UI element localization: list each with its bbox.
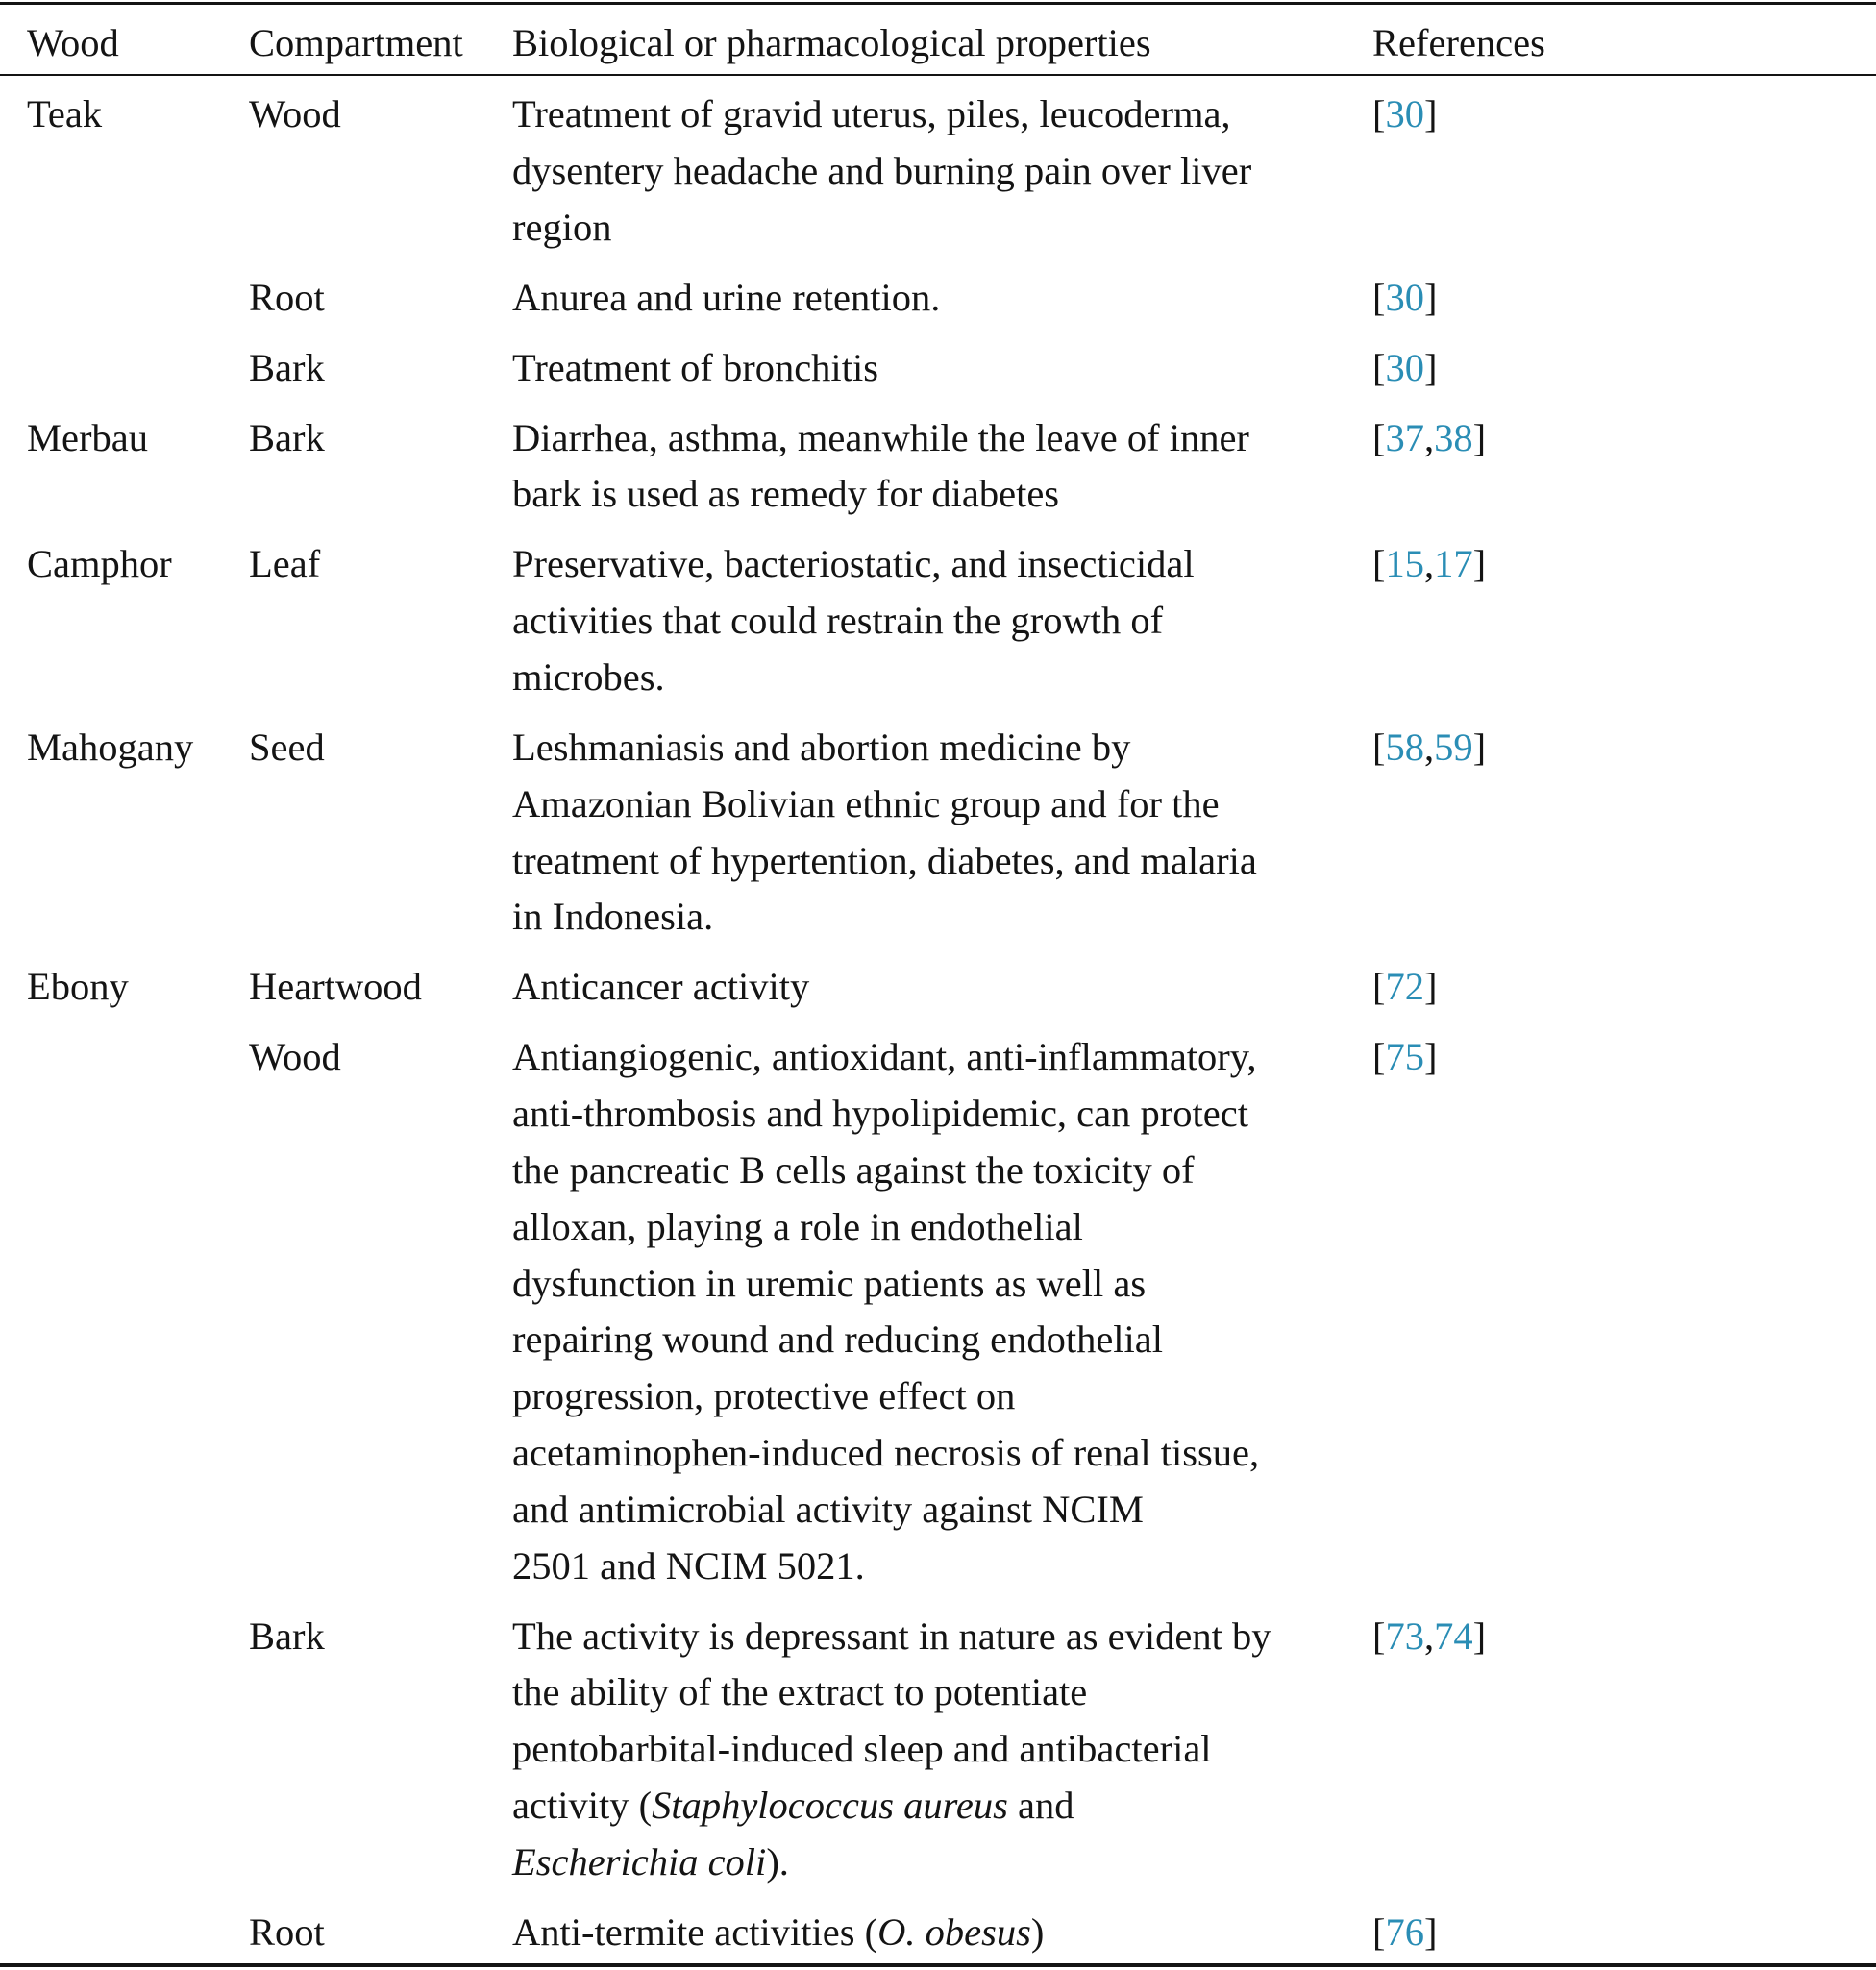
property-line: Leshmaniasis and abortion medicine by [512, 726, 1131, 769]
reference-cell: [76] [1372, 1909, 1438, 1954]
property-line [512, 1835, 789, 1891]
reference-link[interactable]: 37 [1385, 415, 1424, 459]
italic-segment: O. obesus [877, 1909, 1031, 1954]
reference-cell: [30] [1372, 345, 1438, 389]
reference-cell: [75] [1372, 1035, 1438, 1079]
property-line: acetaminophen-induced necrosis of renal tissue, [512, 1431, 1260, 1474]
property-line: alloxan, playing a role in endothelial [512, 1204, 1083, 1248]
property-line: region [512, 205, 612, 249]
reference-cell: [30] [1372, 275, 1438, 319]
reference-link[interactable]: 74 [1434, 1613, 1473, 1658]
text-segment: ) [1030, 1909, 1045, 1954]
property-line: treatment of hypertention, diabetes, and malaria [512, 838, 1257, 882]
reference-link[interactable]: 30 [1385, 275, 1424, 319]
reference-link[interactable]: 30 [1385, 92, 1424, 135]
property-line: and antimicrobial activity against NCIM [512, 1487, 1144, 1531]
property-line [512, 1905, 1044, 1961]
property-line: Amazonian Bolivian ethnic group and for the [512, 781, 1220, 825]
compartment-name: Heartwood [249, 965, 422, 1009]
text-segment: ). [766, 1839, 789, 1884]
property-line: Anticancer activity [512, 965, 810, 1009]
property-line: Preservative, bacteriostatic, and insecticidal [512, 542, 1195, 586]
property-line: The activity is depressant in nature as evident by [512, 1613, 1271, 1658]
reference-link[interactable]: 73 [1385, 1613, 1424, 1658]
table-bottom-rule [0, 1963, 1876, 1967]
header-compartment: Compartment [249, 21, 463, 64]
text-segment: activity ( [512, 1784, 653, 1827]
property-line: anti-thrombosis and hypolipidemic, can protect [512, 1092, 1248, 1136]
property-line: Diarrhea, asthma, meanwhile the leave of inner [512, 415, 1249, 459]
property-line: pentobarbital-induced sleep and antibacterial [512, 1727, 1212, 1771]
reference-link[interactable]: 59 [1434, 726, 1473, 769]
wood-name: Camphor [27, 542, 172, 586]
compartment-name: Bark [249, 345, 325, 389]
header-references: References [1372, 21, 1545, 64]
property-line: dysentery headache and burning pain over liver [512, 148, 1252, 192]
table-header-rule [0, 74, 1876, 76]
wood-name: Merbau [27, 415, 148, 459]
property-line: the pancreatic B cells against the toxicity of [512, 1148, 1195, 1192]
property-line [512, 1778, 1074, 1835]
property-line: 2501 and NCIM 5021. [512, 1543, 865, 1588]
reference-cell: [37,38] [1372, 415, 1487, 459]
reference-link[interactable]: 15 [1385, 542, 1424, 586]
reference-link[interactable]: 30 [1385, 345, 1424, 389]
reference-link[interactable]: 58 [1385, 726, 1424, 769]
compartment-name: Leaf [249, 542, 321, 586]
italic-segment: Escherichia coli [512, 1839, 767, 1884]
text-segment: Anti-termite activities ( [512, 1909, 878, 1954]
property-line: Treatment of gravid uterus, piles, leucoderma, [512, 92, 1231, 135]
header-properties: Biological or pharmacological properties [512, 21, 1151, 64]
wood-name: Ebony [27, 965, 129, 1009]
table-top-rule [0, 2, 1876, 5]
reference-link[interactable]: 72 [1385, 965, 1424, 1009]
reference-link[interactable]: 76 [1385, 1909, 1424, 1954]
property-line: in Indonesia. [512, 895, 714, 939]
header-wood: Wood [27, 21, 119, 64]
property-line: Anurea and urine retention. [512, 275, 941, 319]
property-line: Antiangiogenic, antioxidant, anti-inflammatory, [512, 1035, 1257, 1079]
property-line: activities that could restrain the growth of [512, 599, 1164, 643]
compartment-name: Bark [249, 415, 325, 459]
reference-cell: [72] [1372, 965, 1438, 1009]
reference-link[interactable]: 38 [1434, 415, 1473, 459]
wood-name: Teak [27, 92, 103, 135]
reference-link[interactable]: 17 [1434, 542, 1473, 586]
reference-cell: [30] [1372, 92, 1438, 135]
compartment-name: Root [249, 1909, 325, 1954]
wood-name: Mahogany [27, 726, 194, 769]
reference-cell: [15,17] [1372, 542, 1487, 586]
text-segment: and [1007, 1784, 1074, 1827]
compartment-name: Root [249, 275, 325, 319]
property-line: bark is used as remedy for diabetes [512, 472, 1060, 516]
compartment-name: Bark [249, 1613, 325, 1658]
property-line: progression, protective effect on [512, 1374, 1016, 1418]
compartment-name: Seed [249, 726, 325, 769]
compartment-name: Wood [249, 92, 341, 135]
italic-segment: Staphylococcus aureus [652, 1784, 1008, 1827]
reference-link[interactable]: 75 [1385, 1035, 1424, 1079]
property-line: Treatment of bronchitis [512, 345, 878, 389]
property-line: microbes. [512, 655, 665, 699]
reference-cell: [73,74] [1372, 1613, 1487, 1658]
property-line: the ability of the extract to potentiate [512, 1670, 1088, 1714]
compartment-name: Wood [249, 1035, 341, 1079]
reference-cell: [58,59] [1372, 726, 1487, 769]
property-line: repairing wound and reducing endothelial [512, 1317, 1164, 1362]
property-line: dysfunction in uremic patients as well as [512, 1261, 1147, 1305]
